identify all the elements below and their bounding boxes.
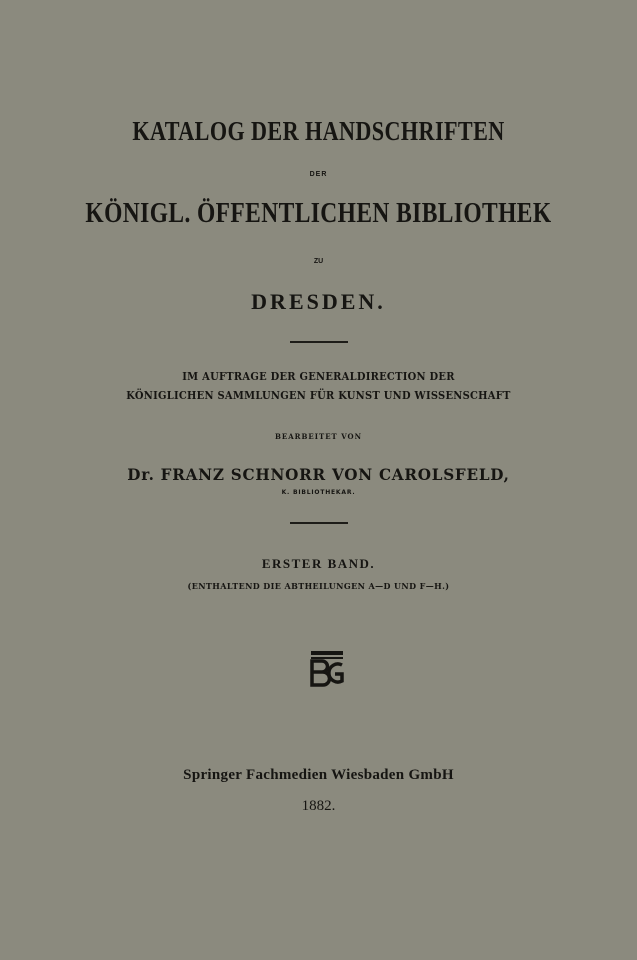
publisher-name: Springer Fachmedien Wiesbaden GmbH [183,767,454,783]
commission-line-1: IM AUFTRAGE DER GENERALDIRECTION DER [182,370,455,383]
commission-line-2: KÖNIGLICHEN SAMMLUNGEN FÜR KUNST UND WISSENSCHAFT [126,389,511,402]
volume-contents: (ENTHALTEND DIE ABTHEILUNGEN A—D UND F—H.) [187,581,450,591]
title-line-1: KATALOG DER HANDSCHRIFTEN [132,116,505,146]
edited-by-label: BEARBEITET VON [274,432,363,441]
author-name: Dr. FRANZ SCHNORR VON CAROLSFELD, [127,465,510,484]
title-connector-zu: ZU [313,258,324,265]
title-connector-der: DER [309,171,328,178]
volume-label: ERSTER BAND. [261,556,376,571]
publication-year: 1882. [301,798,336,814]
title-line-3: DRESDEN. [251,289,386,314]
author-title: K. BIBLIOTHEKAR. [281,489,356,496]
divider-rule [290,341,348,343]
divider-rule [290,522,348,524]
title-line-2: KÖNIGL. ÖFFENTLICHEN BIBLIOTHEK [85,197,552,229]
teubner-monogram-icon [309,650,345,688]
